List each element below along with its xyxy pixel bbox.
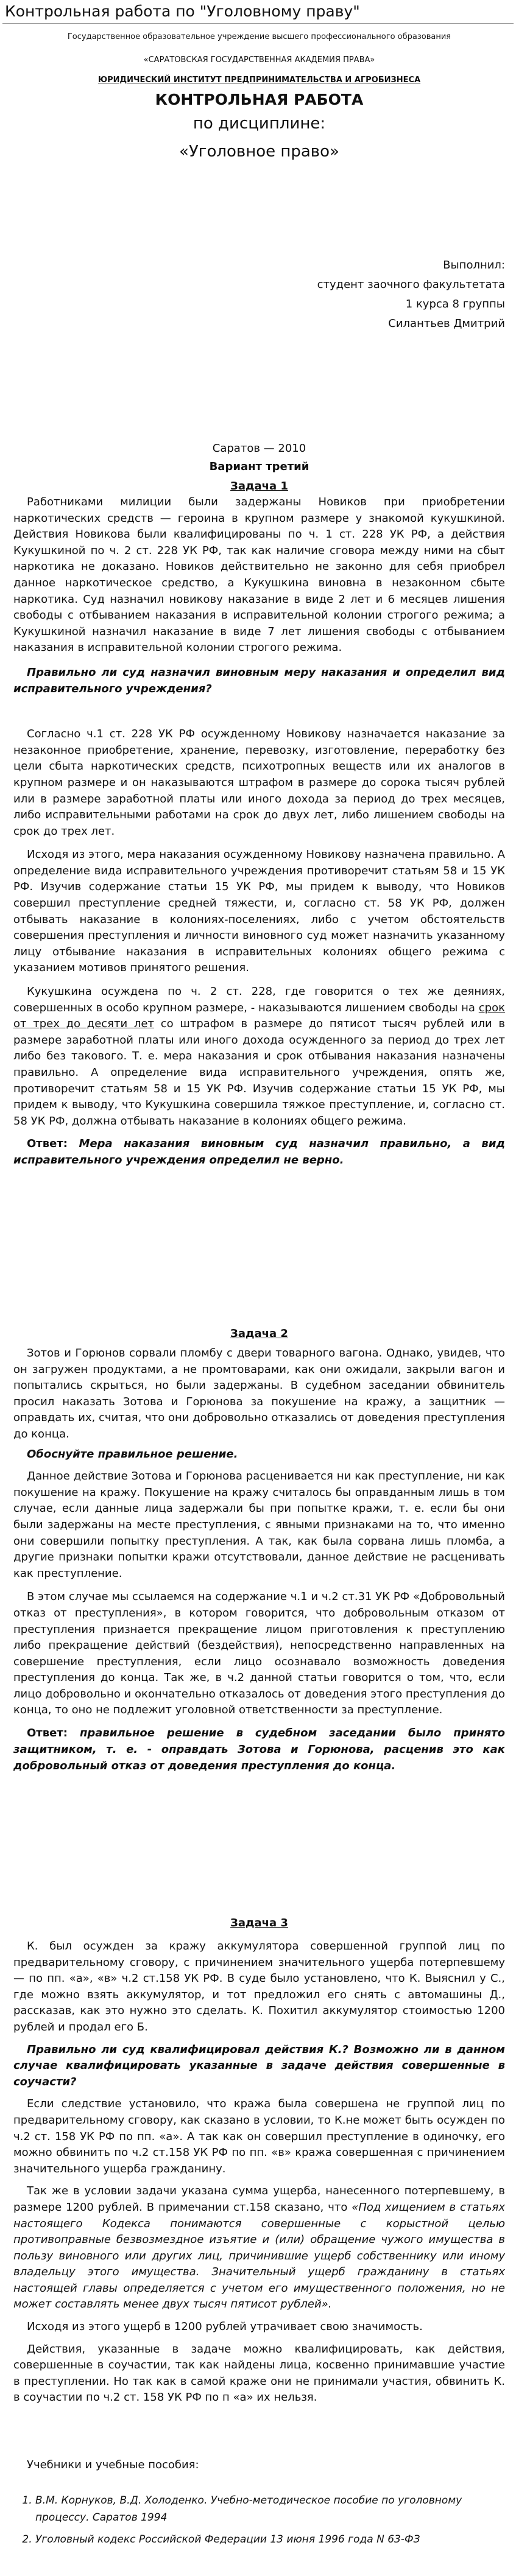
task-1 [13,479,505,1168]
task-3 [13,1915,505,2406]
page-title: Контрольная работа по "Уголовному праву" [5,2,360,20]
course-line: 1 курса 8 группы [405,298,505,311]
task-3-question: Правильно ли суд квалифицировал действия К.? Возможно ли в данном случае квалифицировать указанные в задаче действия совершенные в соучасти? [13,2043,505,2088]
task-1-paragraph-4 [13,984,505,1129]
task-2-title: Задача 2 [230,1327,288,1340]
task-2-answer-lead: Ответ: [27,1727,68,1740]
title-divider [2,23,514,24]
work-type: КОНТРОЛЬНАЯ РАБОТА [155,91,364,108]
signature-block [13,256,505,334]
task-1-answer [13,1135,505,1168]
institute-name: ЮРИДИЧЕСКИЙ ИНСТИТУТ ПРЕДПРИНИМАТЕЛЬСТВА И АГРОБИЗНЕСА [97,75,421,85]
task-3-p3-quote: «Под хищением в статьях настоящего Кодекса понимаются совершенные с корыстной целью противоправные безвозмездное изъятие и (или) обращение чужого имущества в пользу виновного или других лиц, причинившие ущерб собственнику или иному владельцу этого имущества. Значительный ущерб гражданину в статьях настоящей главы определяется с учетом его имущественного положения, но не может составлять менее двух тысяч пятисот рублей». [13,2200,505,2311]
gov-line: Государственное образовательное учреждение высшего профессионального образования [67,32,451,41]
student-name: Силантьев Дмитрий [388,317,505,330]
reference-item: 2. Уголовный кодекс Российской Федерации 13 июня 1996 года N 63-ФЗ [35,2531,505,2548]
task-2-answer [13,1725,505,1774]
task-1-p4-start: Кукушкина осуждена по ч. 2 ст. 228, где говорится о тех же деяниях, совершенных в особо крупном размере, - наказываются лишением свободы на [13,985,505,1014]
task-1-answer-lead: Ответ: [27,1137,68,1151]
references-heading: Учебники и учебные пособия: [27,2458,199,2471]
task-1-title: Задача 1 [230,480,288,493]
student-line: студент заочного факультетата [317,278,505,291]
task-1-p4-end: со штрафом в размере до пятисот тысяч рублей или в размере заработной платы или иного дохода осужденного за период до трех лет либо без такового. Т. е. мера наказания и срок отбывания наказания назначены правильно. А определение вида исправительного учреждения, опять же, противоречит статьям 58 и 15 УК РФ. Изучив содержание статьи 15 УК РФ, мы придем к выводу, что Кукушкина совершила тяжкое преступление, и, согласно ст. 58 УК РФ, должна отбывать наказание в колониях общего режима. [13,1017,505,1128]
reference-item: 1. В.М. Корнуков, В.Д. Холоденко. Учебно-методическое пособие по уголовному процессу. Саратов 1994 [35,2492,505,2526]
task-1-answer-text: Мера наказания виновным суд назначил правильно, а вид исправительного учреждения определил не верно. [13,1137,505,1167]
task-2 [13,1326,505,1774]
subject-name: «Уголовное право» [179,142,339,161]
task-2-paragraph-2: Данное действие Зотова и Горюнова расценивается ни как преступление, ни как покушение на кражу. Покушение на кражу считалось бы оправданным лишь в том случае, если данные лица задержали бы при попытке кражи, т. е. если бы они были задержаны на месте преступления, с явными признаками на то, что именно они совершили попытку преступления. А так, как была сорвана лишь пломба, а другие признаки попытки кражи отсутствовали, данное действие не расценивать как преступление. [13,1470,505,1580]
task-3-paragraph-3 [13,2183,505,2313]
task-2-condition: Зотов и Горюнов сорвали пломбу с двери товарного вагона. Однако, увидев, что он загружен продуктами, а не промтоварами, как они ожидали, закрыли вагон и попытались скрыться, но были задержаны. В судебном заседании обвинитель просил наказать Зотова и Горюнова за покушение на кражу, а защитник — оправдать их, считая, что они добровольно отказались от доведения преступления до конца. [13,1347,505,1441]
task-1-paragraph-3: Исходя из этого, мера наказания осужденному Новикову назначена правильно. А определение вида исправительного учреждения противоречит статьям 58 и 15 УК РФ. Изучив содержание статьи 15 УК РФ, мы придем к выводу, что Новиков совершил преступление средней тяжести, и, согласно ст. 58 УК РФ, должен отбывать наказание в колониях-поселениях, либо с учетом обстоятельств совершения преступления и личности виновного суд может назначить указанному лицу отбывание наказания в исправительных колониях общего режима с указанием мотивов принятого решения. [13,848,505,975]
task-1-condition: Работниками милиции были задержаны Новиков при приобретении наркотических средств — героина в крупном размере у знакомой кукушкиной. Действия Новикова были квалифицированы по ч. 1 ст. 228 УК РФ, а действия Кукушкиной по ч. 2 ст. 228 УК РФ, так как наличие сговора между ними на сбыт наркотика не доказано. Новиков действительно не законно для себя приобрел данное наркотическое средство, а Кукушкина виновна в незаконном сбыте наркотика. Суд назначил новикову наказание в виде 2 лет и 6 месяцев лишения свободы с отбыванием наказания в исправительной колонии строгого режима; а Кукушкиной назначил наказание в виде 7 лет лишения свободы с отбыванием наказания в исправительной колонии строгого режима. [13,496,505,655]
references-list [13,2492,505,2548]
discipline-line: по дисциплине: [193,114,326,133]
task-2-question: Обоснуйте правильное решение. [27,1447,238,1461]
task-1-p4-term: срок от трех до десяти лет [13,1001,505,1031]
city-year: Саратов — 2010 [212,442,306,455]
task-2-paragraph-3: В этом случае мы ссылаемся на содержание ч.1 и ч.2 ст.31 УК РФ «Добровольный отказ от преступления», в котором говорится, что добровольным отказом от преступления признается прекращение лицом приготовления к преступлению либо прекращение действий (бездействия), непосредственно направленных на совершение преступления, если лицо осознавало возможность доведения преступления до конца. Так же, в ч.2 данной статьи говорится о том, что, если лицо добровольно и окончательно отказалось от доведения этого преступления до конца, то оно не подлежит уголовной ответственности за преступление. [13,1590,505,1717]
performed-label: Выполнил: [443,259,505,272]
task-3-paragraph-5: Действия, указанные в задаче можно квалифицировать, как действия, совершенные в соучастии, так как найдены лица, косвенно принимавшие участие в преступлении. Но так как в самой краже они не принимали участия, обвинить К. в соучастии по ч.2 ст. 158 УК РФ по п «а» их нельзя. [13,2342,505,2404]
references [13,2457,505,2553]
academy-name: «САРАТОВСКАЯ ГОСУДАРСТВЕННАЯ АКАДЕМИЯ ПРАВА» [143,55,375,65]
task-3-condition: К. был осужден за кражу аккумулятора совершенной группой лиц по предварительному сговору, с причинением значительного ущерба потерпевшему — по пп. «а», «в» ч.2 ст.158 УК РФ. В суде было установлено, что К. Выяснил у С., где можно взять аккумулятор, и тот предложил его снять с автомашины Д., рассказав, как это нужно это сделать. К. Похитил аккумулятор стоимостью 1200 рублей и продал его Б. [13,1940,505,2034]
task-3-paragraph-2: Если следствие установило, что кража была совершена не группой лиц по предварительному сговору, как сказано в условии, то К.не может быть осужден по ч.2 ст. 158 УК РФ по пп. «а». А так как он совершил преступление в одиночку, его можно обвинить по ч.2 ст.158 УК РФ по пп. «в» кража совершенная с причинением значительного ущерба гражданину. [13,2097,505,2175]
variant-label: Вариант третий [209,460,309,473]
task-1-question: Правильно ли суд назначил виновным меру наказания и определил вид исправительного учреждения? [13,665,505,695]
task-3-title: Задача 3 [230,1917,288,1929]
task-3-paragraph-4: Исходя из этого ущерб в 1200 рублей утрачивает свою значимость. [27,2320,423,2334]
task-2-answer-text: правильное решение в судебном заседании было принято защитником, т. е. - оправдать Зотова и Горюнова, расценив это как добровольный отказ от доведения преступления до конца. [13,1727,505,1773]
task-3-p3-start: Так же в условии задачи указана сумма ущерба, нанесенного потерпевшему, в размере 1200 рублей. В примечании ст.158 сказано, что [13,2185,505,2214]
task-1-paragraph-2: Согласно ч.1 ст. 228 УК РФ осужденному Новикову назначается наказание за незаконное приобретение, хранение, перевозку, изготовление, переработку без цели сбыта наркотических средств, психотропных веществ или их аналогов в крупном размере и он наказываются штрафом в размере до сорока тысяч рублей или в размере заработной платы или иного дохода за период до трех месяцев, либо исправительными работами на срок до двух лет, либо лишением свободы на срок до трех лет. [13,728,505,838]
